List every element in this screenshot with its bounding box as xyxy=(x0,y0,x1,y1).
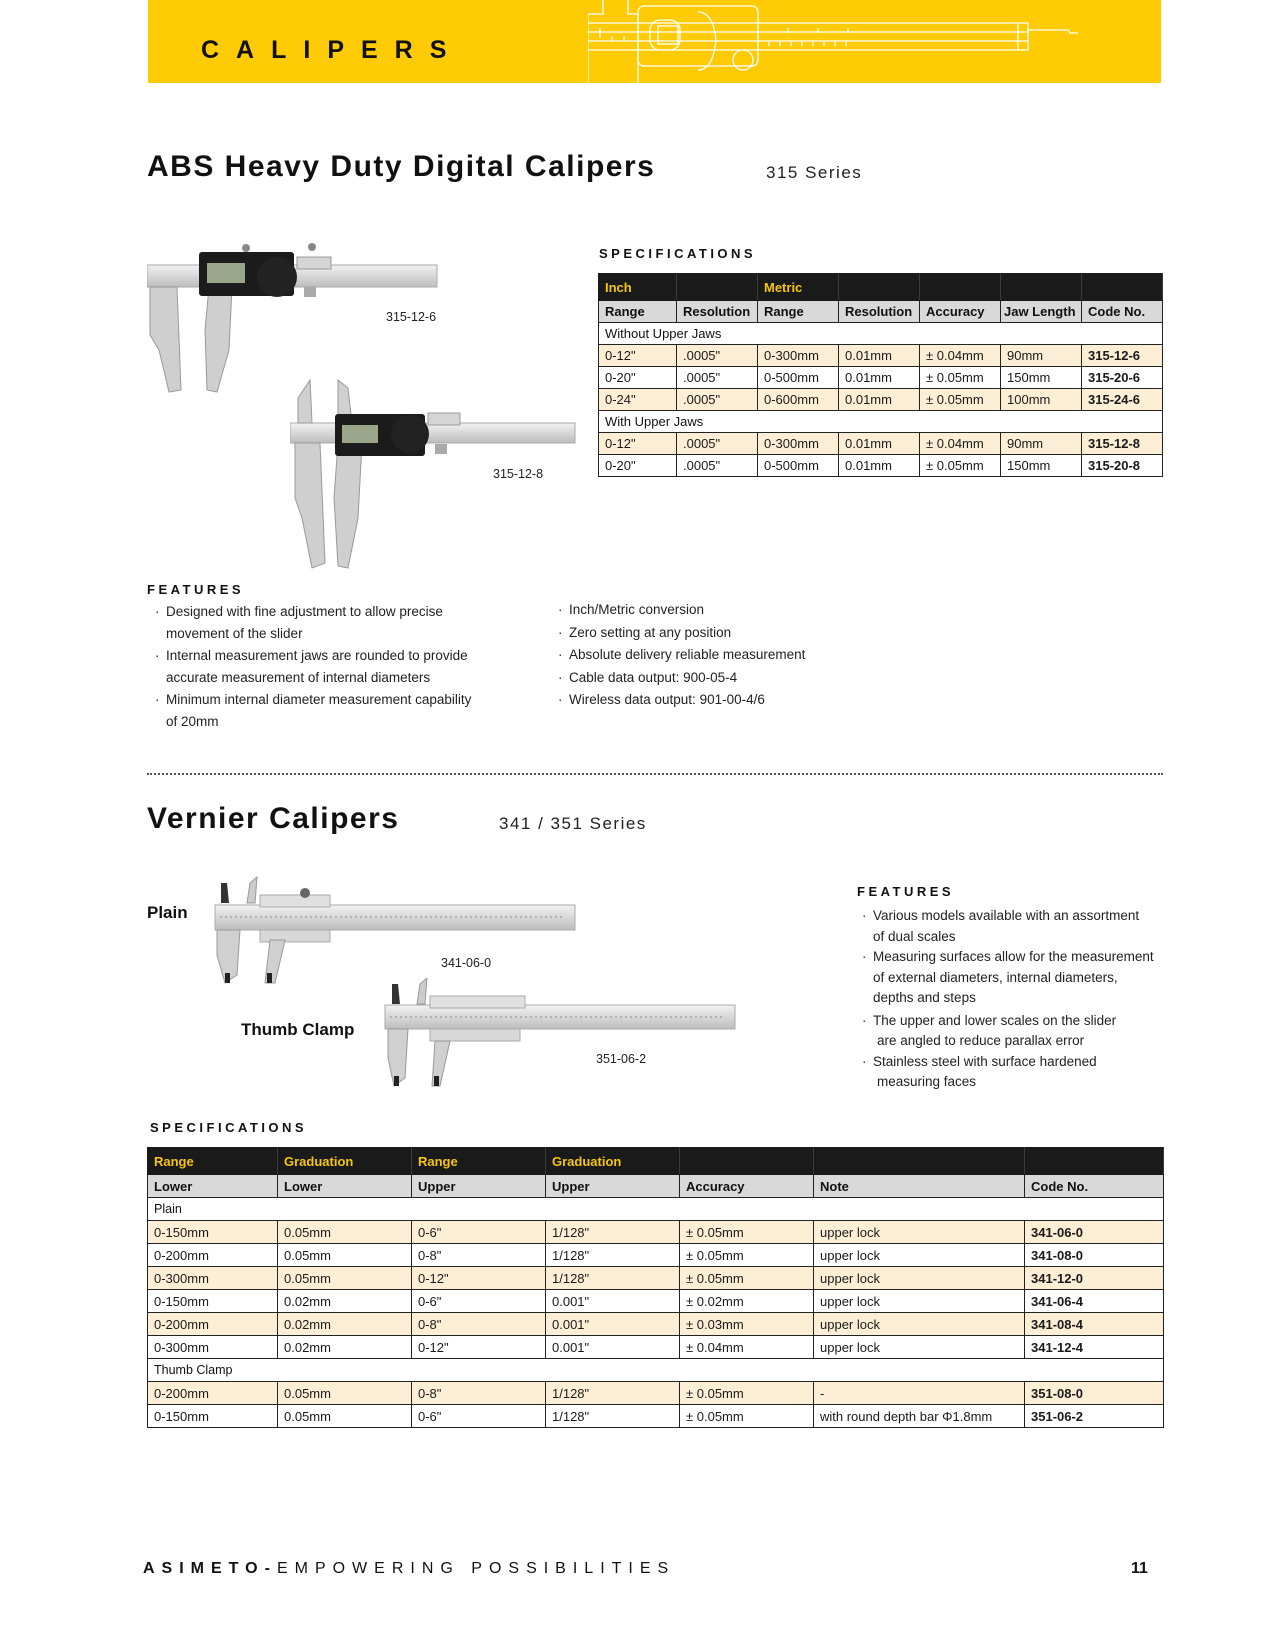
series-label: 315 Series xyxy=(766,163,863,182)
group-header xyxy=(920,274,1001,301)
image-caption: 315-12-6 xyxy=(386,310,437,324)
table-cell: ± 0.04mm xyxy=(920,345,1001,367)
table-cell: 0-12" xyxy=(599,433,677,455)
feature-item: · The upper and lower scales on the slider are angled to reduce parallax error xyxy=(862,1012,1117,1048)
table-cell: 0-200mm xyxy=(148,1244,278,1267)
table-cell: upper lock xyxy=(814,1221,1025,1244)
table-cell: 1/128" xyxy=(546,1405,680,1428)
specifications-heading: SPECIFICATIONS xyxy=(150,1120,308,1135)
code-number-cell: 341-06-4 xyxy=(1025,1290,1164,1313)
footer-tagline xyxy=(143,1560,675,1578)
table-cell: 0-24" xyxy=(599,389,677,411)
column-header: Code No. xyxy=(1025,1175,1164,1198)
table-cell: 0.001" xyxy=(546,1290,680,1313)
table-cell: 0-8" xyxy=(412,1244,546,1267)
section-label: With Upper Jaws xyxy=(599,411,1163,433)
column-header: Range xyxy=(599,301,677,323)
table-cell: 0-500mm xyxy=(758,455,839,477)
column-header: Resolution xyxy=(839,301,920,323)
table-cell: upper lock xyxy=(814,1336,1025,1359)
table-cell: 1/128" xyxy=(546,1267,680,1290)
table-cell: ± 0.04mm xyxy=(680,1336,814,1359)
section-divider xyxy=(147,773,1163,775)
page-number: 11 xyxy=(1131,1560,1148,1577)
table-cell: 0-12" xyxy=(599,345,677,367)
column-header: Note xyxy=(814,1175,1025,1198)
variant-label-thumb-clamp: Thumb Clamp xyxy=(241,1020,355,1039)
table-cell: 0-600mm xyxy=(758,389,839,411)
group-header: Inch xyxy=(599,274,677,301)
feature-item: · Various models available with an assortment of dual scales xyxy=(862,908,1140,944)
table-cell: 0.02mm xyxy=(278,1336,412,1359)
group-header xyxy=(814,1148,1025,1175)
feature-item: · Wireless data output: 901-00-4/6 xyxy=(558,692,765,707)
table-cell: 0.001" xyxy=(546,1313,680,1336)
code-number-cell: 315-12-6 xyxy=(1082,345,1163,367)
table-cell: 0.02mm xyxy=(278,1313,412,1336)
column-header: Upper xyxy=(412,1175,546,1198)
table-cell: 0-150mm xyxy=(148,1405,278,1428)
table-cell: 0.001" xyxy=(546,1336,680,1359)
section-title: ABS Heavy Duty Digital Calipers xyxy=(147,150,656,183)
table-group-header-row xyxy=(599,274,1163,301)
table-cell: 0.05mm xyxy=(278,1244,412,1267)
table-cell: upper lock xyxy=(814,1244,1025,1267)
column-header: Upper xyxy=(546,1175,680,1198)
specifications-table xyxy=(598,273,1163,477)
table-cell: 150mm xyxy=(1001,455,1082,477)
group-header xyxy=(680,1148,814,1175)
table-cell: 0-6" xyxy=(412,1221,546,1244)
features-list xyxy=(862,906,1172,1093)
code-number-cell: 341-08-0 xyxy=(1025,1244,1164,1267)
image-caption: 351-06-2 xyxy=(596,1052,647,1066)
specifications-table xyxy=(147,1147,1164,1428)
table-cell: 1/128" xyxy=(546,1221,680,1244)
table-row xyxy=(148,1267,1164,1290)
table-cell: 0.01mm xyxy=(839,433,920,455)
table-row xyxy=(148,1336,1164,1359)
features-heading: FEATURES xyxy=(857,884,955,899)
table-row xyxy=(599,455,1163,477)
table-cell: 1/128" xyxy=(546,1244,680,1267)
table-row xyxy=(148,1382,1164,1405)
table-row xyxy=(148,1313,1164,1336)
group-header xyxy=(1082,274,1163,301)
vernier-caliper-image-351-06-2 xyxy=(380,978,740,1093)
specifications-heading: SPECIFICATIONS xyxy=(599,246,757,261)
table-cell: 0.05mm xyxy=(278,1221,412,1244)
table-cell: 0.05mm xyxy=(278,1405,412,1428)
table-cell: 90mm xyxy=(1001,433,1082,455)
table-row xyxy=(599,345,1163,367)
table-cell: .0005" xyxy=(677,367,758,389)
table-row xyxy=(148,1290,1164,1313)
group-header: Graduation xyxy=(278,1148,412,1175)
feature-item: · Inch/Metric conversion xyxy=(558,602,705,617)
table-cell: ± 0.02mm xyxy=(680,1290,814,1313)
code-number-cell: 315-20-6 xyxy=(1082,367,1163,389)
feature-item: · Minimum internal diameter measurement capability of 20mm xyxy=(155,692,472,729)
table-cell: 0-300mm xyxy=(148,1336,278,1359)
table-cell: .0005" xyxy=(677,389,758,411)
table-cell: upper lock xyxy=(814,1290,1025,1313)
table-cell: upper lock xyxy=(814,1267,1025,1290)
table-cell: 0.01mm xyxy=(839,455,920,477)
table-row xyxy=(599,389,1163,411)
table-cell: 90mm xyxy=(1001,345,1082,367)
table-row xyxy=(599,367,1163,389)
group-header xyxy=(1001,274,1082,301)
section-label: Thumb Clamp xyxy=(148,1359,1164,1382)
table-column-header-row xyxy=(599,301,1163,323)
table-cell: 0.02mm xyxy=(278,1290,412,1313)
table-cell: ± 0.05mm xyxy=(920,389,1001,411)
feature-item: · Internal measurement jaws are rounded to provide accurate measurement of internal diameters xyxy=(155,648,468,685)
group-header xyxy=(839,274,920,301)
table-cell: .0005" xyxy=(677,433,758,455)
table-cell: 0.05mm xyxy=(278,1267,412,1290)
table-cell: 0.01mm xyxy=(839,345,920,367)
vernier-caliper-image-341-06-0 xyxy=(205,875,580,990)
table-body xyxy=(148,1198,1164,1428)
code-number-cell: 315-12-8 xyxy=(1082,433,1163,455)
features-list-right xyxy=(558,599,918,712)
feature-item: · Stainless steel with surface hardened measuring faces xyxy=(862,1053,1097,1089)
table-cell: 0-200mm xyxy=(148,1382,278,1405)
series-label: 341 / 351 Series xyxy=(499,814,647,833)
table-cell: ± 0.05mm xyxy=(920,367,1001,389)
table-cell: .0005" xyxy=(677,455,758,477)
table-row xyxy=(148,1244,1164,1267)
table-cell: ± 0.05mm xyxy=(680,1405,814,1428)
feature-item: · Zero setting at any position xyxy=(558,624,732,640)
table-section-row xyxy=(148,1198,1164,1221)
column-header: Range xyxy=(758,301,839,323)
table-group-header-row xyxy=(148,1148,1164,1175)
code-number-cell: 315-20-8 xyxy=(1082,455,1163,477)
group-header: Metric xyxy=(758,274,839,301)
table-body xyxy=(599,323,1163,477)
table-cell: 0-6" xyxy=(412,1405,546,1428)
table-cell: ± 0.03mm xyxy=(680,1313,814,1336)
table-cell: 0-6" xyxy=(412,1290,546,1313)
column-header: Resolution xyxy=(677,301,758,323)
image-caption: 341-06-0 xyxy=(441,956,492,970)
table-cell: 0-300mm xyxy=(148,1267,278,1290)
table-cell: - xyxy=(814,1382,1025,1405)
table-cell: ± 0.05mm xyxy=(680,1244,814,1267)
group-header xyxy=(1025,1148,1164,1175)
feature-item: · Absolute delivery reliable measurement xyxy=(558,647,806,662)
table-row xyxy=(148,1221,1164,1244)
group-header: Range xyxy=(148,1148,278,1175)
brand-name: ASIMETO- xyxy=(143,1560,277,1577)
table-cell: 150mm xyxy=(1001,367,1082,389)
code-number-cell: 351-06-2 xyxy=(1025,1405,1164,1428)
table-cell: 0-12" xyxy=(412,1336,546,1359)
column-header: Jaw Length xyxy=(1001,301,1082,323)
table-cell: 0-300mm xyxy=(758,433,839,455)
column-header: Lower xyxy=(148,1175,278,1198)
features-list-left xyxy=(155,601,555,733)
table-cell: ± 0.05mm xyxy=(680,1221,814,1244)
table-section-row xyxy=(599,411,1163,433)
table-cell: 0-20" xyxy=(599,367,677,389)
table-row xyxy=(148,1405,1164,1428)
caliper-line-art-icon xyxy=(588,0,1108,83)
section-label: Without Upper Jaws xyxy=(599,323,1163,345)
image-caption: 315-12-8 xyxy=(493,467,544,481)
column-header: Code No. xyxy=(1082,301,1163,323)
table-section-row xyxy=(599,323,1163,345)
code-number-cell: 341-12-4 xyxy=(1025,1336,1164,1359)
table-cell: ± 0.05mm xyxy=(920,455,1001,477)
table-cell: with round depth bar Φ1.8mm xyxy=(814,1405,1025,1428)
table-cell: 0-12" xyxy=(412,1267,546,1290)
table-cell: 1/128" xyxy=(546,1382,680,1405)
code-number-cell: 341-06-0 xyxy=(1025,1221,1164,1244)
section-title: Vernier Calipers xyxy=(147,802,400,835)
feature-item: · Cable data output: 900-05-4 xyxy=(558,669,738,685)
table-cell: .0005" xyxy=(677,345,758,367)
table-cell: 0-150mm xyxy=(148,1221,278,1244)
category-title: CALIPERS xyxy=(201,36,464,64)
table-cell: 0.01mm xyxy=(839,367,920,389)
table-cell: ± 0.05mm xyxy=(680,1382,814,1405)
column-header: Lower xyxy=(278,1175,412,1198)
table-cell: ± 0.05mm xyxy=(680,1267,814,1290)
group-header xyxy=(677,274,758,301)
table-cell: ± 0.04mm xyxy=(920,433,1001,455)
header-band xyxy=(148,0,1161,83)
group-header: Range xyxy=(412,1148,546,1175)
feature-item: · Designed with fine adjustment to allow precise movement of the slider xyxy=(155,604,443,641)
code-number-cell: 351-08-0 xyxy=(1025,1382,1164,1405)
section-label: Plain xyxy=(148,1198,1164,1221)
table-section-row xyxy=(148,1359,1164,1382)
code-number-cell: 341-12-0 xyxy=(1025,1267,1164,1290)
table-cell: 0-150mm xyxy=(148,1290,278,1313)
table-row xyxy=(599,433,1163,455)
column-header: Accuracy xyxy=(680,1175,814,1198)
table-cell: 0-8" xyxy=(412,1313,546,1336)
table-cell: 100mm xyxy=(1001,389,1082,411)
table-cell: 0-8" xyxy=(412,1382,546,1405)
code-number-cell: 341-08-4 xyxy=(1025,1313,1164,1336)
table-cell: 0.01mm xyxy=(839,389,920,411)
code-number-cell: 315-24-6 xyxy=(1082,389,1163,411)
features-heading: FEATURES xyxy=(147,582,245,597)
table-column-header-row xyxy=(148,1175,1164,1198)
variant-label-plain: Plain xyxy=(147,903,188,922)
table-cell: 0-20" xyxy=(599,455,677,477)
tagline: EMPOWERING POSSIBILITIES xyxy=(276,1560,676,1577)
table-cell: 0.05mm xyxy=(278,1382,412,1405)
column-header: Accuracy xyxy=(920,301,1001,323)
feature-item: · Measuring surfaces allow for the measurement of external diameters, internal diameters, depths and steps xyxy=(862,949,1154,1005)
table-cell: 0-200mm xyxy=(148,1313,278,1336)
table-cell: 0-300mm xyxy=(758,345,839,367)
table-cell: 0-500mm xyxy=(758,367,839,389)
table-cell: upper lock xyxy=(814,1313,1025,1336)
group-header: Graduation xyxy=(546,1148,680,1175)
